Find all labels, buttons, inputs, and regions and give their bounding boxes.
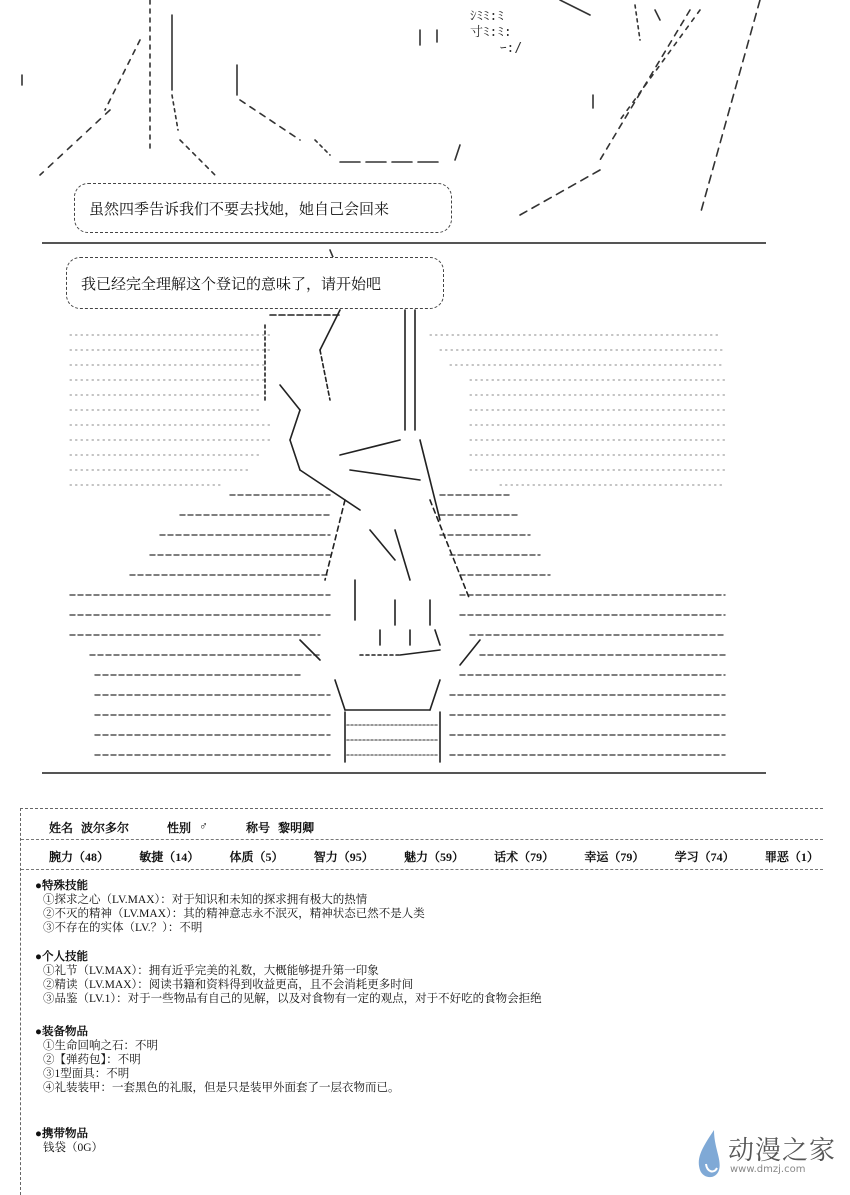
stat-item: 腕力（48） [49,850,110,864]
gender-value: ♂ [199,819,209,833]
list-item: ③1型面具：不明 [43,1068,130,1080]
droplet-icon [692,1128,728,1182]
carried-items-section [35,1127,103,1155]
list-item: ①礼节（LV.MAX）：拥有近乎完美的礼数，大概能够提升第一印象 [43,965,379,977]
list-item: ③品鉴（LV.1）：对于一些物品有自己的见解，以及对食物有一定的观点，对于不好吃的食物会拒绝 [43,993,542,1005]
stats-row [49,848,819,865]
stat-item: 幸运（79） [584,850,645,864]
personal-skills-section [35,950,542,1006]
watermark-url: www.dmzj.com [730,1164,806,1175]
speech-bubble-2-text: 我已经完全理解这个登记的意味了，请开始吧 [81,274,382,293]
stat-item: 智力（95） [313,850,374,864]
title-value: 黎明卿 [278,821,315,835]
stat-item: 罪恶（1） [764,850,819,864]
speech-bubble-2 [66,257,444,309]
list-item: 钱袋（0G） [43,1142,104,1154]
svg-text:ｰ:/: ｰ:/ [500,41,523,56]
title-field [246,819,314,836]
special-skills-section [35,879,425,935]
stats-divider [21,869,823,870]
title-label: 称号 [246,821,271,835]
list-item: ③不存在的实体（LV.？）：不明 [43,922,203,934]
profile-row [49,819,314,836]
stat-item: 魅力（59） [403,850,464,864]
profile-divider [21,839,823,840]
equipment-section [35,1025,400,1095]
stat-item: 敏捷（14） [139,850,200,864]
name-value: 波尔多尔 [81,821,130,835]
site-watermark [692,1128,842,1184]
panel-divider-bottom [42,772,766,774]
gender-label: 性别 [167,821,192,835]
stat-item: 学习（74） [674,850,735,864]
list-item: ①生命回响之石：不明 [43,1040,158,1052]
carried-items-heading: ●携带物品 [35,1128,88,1140]
speech-bubble-1 [74,183,452,233]
name-label: 姓名 [49,821,74,835]
personal-skills-heading: ●个人技能 [35,951,88,963]
stat-item: 体质（5） [229,850,284,864]
name-field [49,819,129,836]
stat-item: 话术（79） [494,850,555,864]
list-item: ①探求之心（LV.MAX）：对于知识和未知的探求拥有极大的热情 [43,894,368,906]
list-item: ④礼装装甲：一套黑色的礼服，但是只是装甲外面套了一层衣物而已。 [43,1082,400,1094]
list-item: ②不灭的精神（LV.MAX）：其的精神意志永不泯灭，精神状态已然不是人类 [43,908,425,920]
gender-field [167,819,208,836]
speech-bubble-1-text: 虽然四季告诉我们不要去找她，她自己会回来 [89,199,390,218]
panel-divider-top [42,242,766,244]
special-skills-heading: ●特殊技能 [35,880,88,892]
list-item: ②精读（LV.MAX）：阅读书籍和资料得到收益更高，且不会消耗更多时间 [43,979,414,991]
watermark-name: 动漫之家 [728,1136,837,1166]
svg-text:ｼﾐﾐ:ﾐ: ｼﾐﾐ:ﾐ [470,9,504,24]
svg-text:寸ﾐ:ﾐ:: 寸ﾐ:ﾐ: [470,25,512,40]
list-item: ②【弹药包】：不明 [43,1054,141,1066]
equipment-heading: ●装备物品 [35,1026,88,1038]
